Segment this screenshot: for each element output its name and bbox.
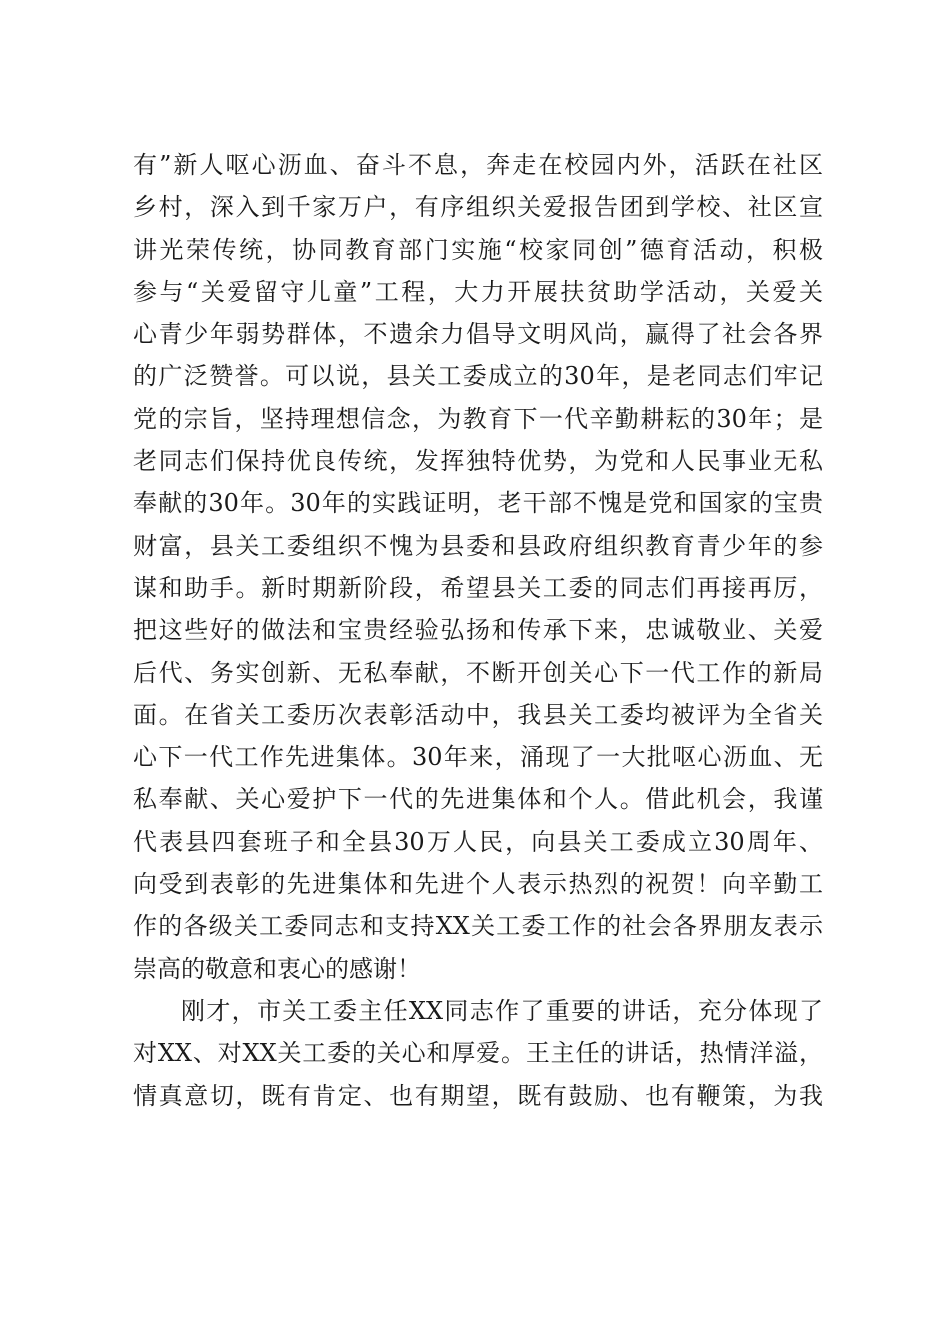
- text-line: 党的宗旨，坚持理想信念，为教育下一代辛勤耕耘的30年；是: [133, 404, 823, 433]
- text-line: 心下一代工作先进集体。30年来，涌现了一大批呕心沥血、无: [133, 743, 823, 772]
- text-line: 情真意切，既有肯定、也有期望，既有鼓励、也有鞭策，为我: [133, 1081, 823, 1110]
- text-line: 崇高的敬意和衷心的感谢！: [133, 954, 421, 983]
- text-line: 私奉献、关心爱护下一代的先进集体和个人。借此机会，我谨: [133, 785, 823, 814]
- text-line: 奉献的30年。30年的实践证明，老干部不愧是党和国家的宝贵: [133, 489, 823, 518]
- text-line: 参与“关爱留守儿童”工程，大力开展扶贫助学活动，关爱关: [133, 277, 823, 306]
- text-line: 乡村，深入到千家万户，有序组织关爱报告团到学校、社区宣: [133, 193, 823, 222]
- paragraph-1: [133, 144, 823, 990]
- text-line: 把这些好的做法和宝贵经验弘扬和传承下来，忠诚敬业、关爱: [133, 616, 823, 645]
- text-line: 有”新人呕心沥血、奋斗不息，奔走在校园内外，活跃在社区: [133, 151, 823, 179]
- paragraph-2: [133, 990, 823, 1117]
- text-line: 的广泛赞誉。可以说，县关工委成立的30年，是老同志们牢记: [133, 362, 823, 391]
- text-line: 谋和助手。新时期新阶段，希望县关工委的同志们再接再厉，: [133, 573, 823, 602]
- text-line: 向受到表彰的先进集体和先进个人表示热烈的祝贺！向辛勤工: [133, 870, 823, 899]
- text-line: 对XX、对XX关工委的关心和厚爱。王主任的讲话，热情洋溢，: [133, 1039, 823, 1068]
- text-line: 面。在省关工委历次表彰活动中，我县关工委均被评为全省关: [133, 700, 823, 729]
- text-line: 讲光荣传统，协同教育部门实施“校家同创”德育活动，积极: [133, 235, 823, 264]
- text-line: 心青少年弱势群体，不遗余力倡导文明风尚，赢得了社会各界: [133, 320, 823, 349]
- text-line: 作的各级关工委同志和支持XX关工委工作的社会各界朋友表示: [133, 912, 823, 941]
- document-body: [133, 144, 823, 1117]
- text-line: 财富，县关工委组织不愧为县委和县政府组织教育青少年的参: [133, 531, 823, 560]
- text-line: 刚才，市关工委主任XX同志作了重要的讲话，充分体现了: [181, 996, 823, 1025]
- text-line: 代表县四套班子和全县30万人民，向县关工委成立30周年、: [133, 827, 823, 856]
- text-line: 后代、务实创新、无私奉献，不断开创关心下一代工作的新局: [133, 658, 823, 687]
- text-line: 老同志们保持优良传统，发挥独特优势，为党和人民事业无私: [133, 447, 823, 476]
